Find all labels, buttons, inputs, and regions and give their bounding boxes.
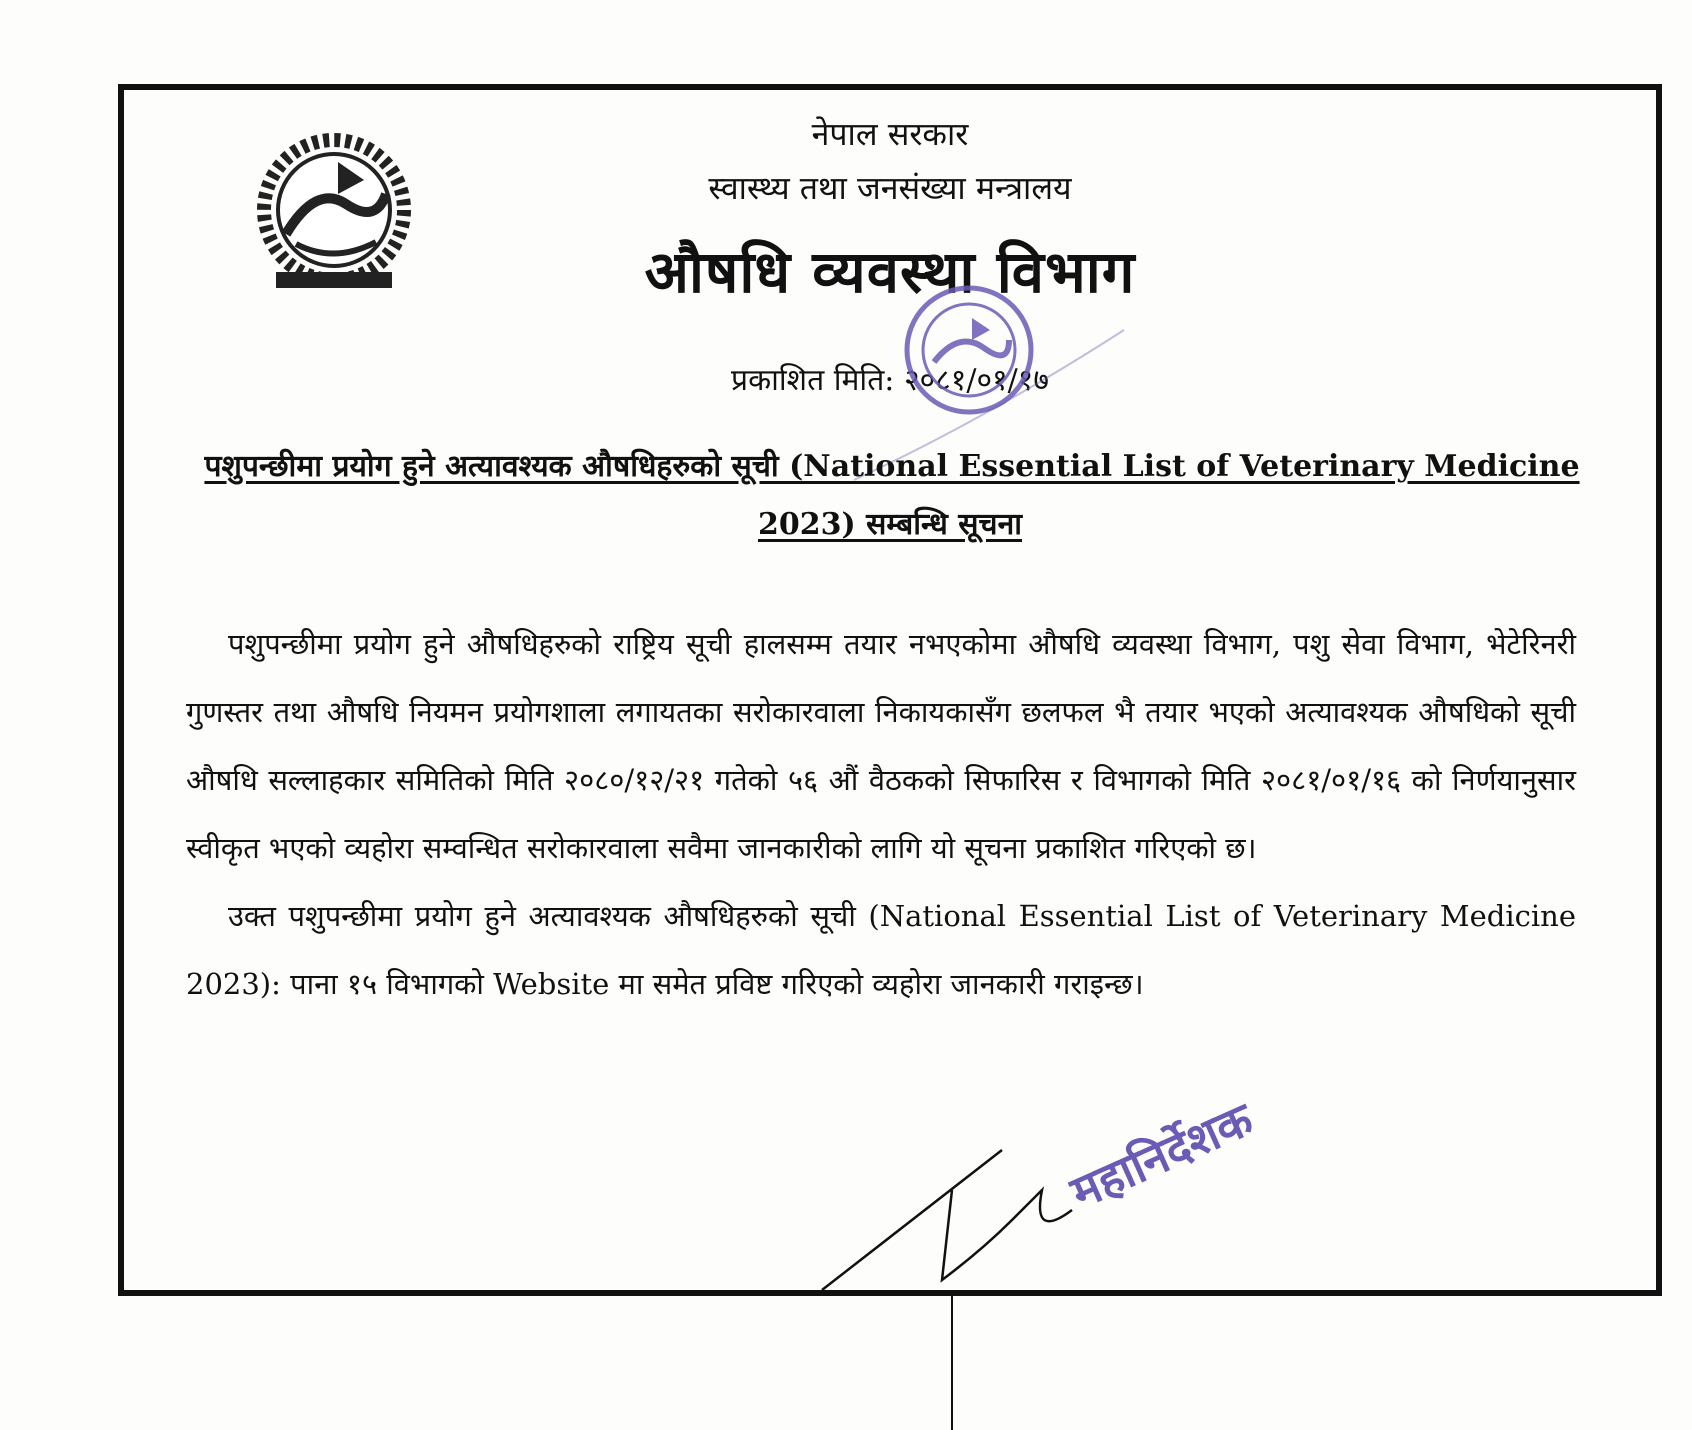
notice-body [186, 610, 1576, 1018]
body-paragraph-2: उक्त पशुपन्छीमा प्रयोग हुने अत्यावश्यक औषधिहरुको सूची (National Essential List of Veterinary Medicine 2023): पाना १५ विभागको Website मा समेत प्रविष्ट गरिएको व्यहोरा जानकारी गराइन्छ। [186, 899, 1576, 1001]
ministry-name: स्वास्थ्य तथा जनसंख्या मन्त्रालय [708, 169, 1072, 207]
body-paragraph-1: पशुपन्छीमा प्रयोग हुने औषधिहरुको राष्ट्रिय सूची हालसम्म तयार नभएकोमा औषधि व्यवस्था विभाग, पशु सेवा विभाग, भेटेरिनरी गुणस्तर तथा औषधि नियमन प्रयोगशाला लगायतका सरोकारवाला निकायकासँग छलफल भै तयार भएको अत्यावश्यक औषधिको सूची औषधि सल्लाहकार समितिको मिति २०८०/१२/२१ गतेको ५६ औं वैठकको सिफारिस र विभागको मिति २०८१/०१/१६ को निर्णयानुसार स्वीकृत भएको व्यहोरा सम्वन्धित सरोकारवाला सवैमा जानकारीको लागि यो सूचना प्रकाशित गरिएको छ। [186, 627, 1576, 865]
subject-line-2: 2023) सम्बन्धि सूचना [757, 507, 1023, 542]
published-date: प्रकाशित मिति: २०८१/०१/१७ [731, 363, 1049, 398]
department-name: औषधि व्यवस्था विभाग [644, 238, 1136, 306]
notice-frame [118, 84, 1662, 1296]
director-general-stamp: महानिर्देशक [1062, 1091, 1261, 1220]
subject-line-1: पशुपन्छीमा प्रयोग हुने अत्यावश्यक औषधिहरुको सूची (National Essential List of Veterinary Medicine [204, 449, 1580, 484]
government-name: नेपाल सरकार [811, 115, 969, 153]
